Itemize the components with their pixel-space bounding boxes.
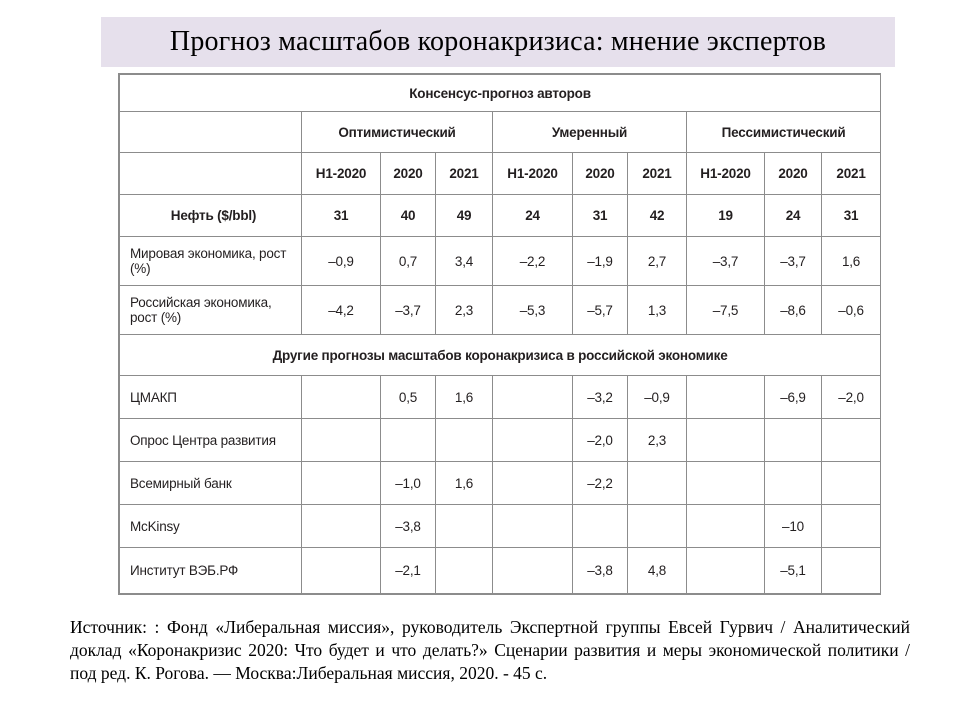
table-cell	[436, 548, 493, 594]
row-label: Институт ВЭБ.РФ	[120, 548, 302, 594]
table-cell: 24	[493, 195, 573, 237]
table-cell: 1,6	[436, 462, 493, 505]
table-cell: –2,1	[381, 548, 436, 594]
scenario-moderate: Умеренный	[493, 112, 687, 153]
period-header-row	[120, 153, 881, 195]
empty-corner-cell	[120, 153, 302, 195]
table-cell	[381, 419, 436, 462]
table-cell: 0,5	[381, 376, 436, 419]
table-cell	[687, 548, 765, 594]
table-cell	[302, 548, 381, 594]
table-cell: 31	[573, 195, 628, 237]
table-cell: –1,0	[381, 462, 436, 505]
table-row-oil	[120, 195, 881, 237]
table-cell: 2,3	[436, 286, 493, 335]
table-cell	[436, 419, 493, 462]
table-cell	[302, 376, 381, 419]
period-header: 2020	[381, 153, 436, 195]
table-cell	[436, 505, 493, 548]
period-header: 2021	[822, 153, 881, 195]
table-cell: –3,7	[687, 237, 765, 286]
table-cell	[302, 462, 381, 505]
table-cell	[493, 505, 573, 548]
table-cell: –2,2	[493, 237, 573, 286]
row-label: Мировая экономика, рост (%)	[120, 237, 302, 286]
table-cell: –2,2	[573, 462, 628, 505]
table-cell: –2,0	[822, 376, 881, 419]
table-cell: –7,5	[687, 286, 765, 335]
table-cell: –2,0	[573, 419, 628, 462]
table-row-org	[120, 548, 881, 594]
table-row-russian-economy	[120, 286, 881, 335]
table-cell	[493, 419, 573, 462]
table-cell: –5,3	[493, 286, 573, 335]
table-cell: –3,7	[765, 237, 822, 286]
table-cell: 0,7	[381, 237, 436, 286]
table-cell	[822, 462, 881, 505]
table-row-org	[120, 505, 881, 548]
table-cell: 3,4	[436, 237, 493, 286]
table-cell	[822, 548, 881, 594]
table-cell	[687, 462, 765, 505]
table-cell: –3,8	[381, 505, 436, 548]
table-cell	[493, 462, 573, 505]
period-header: 2021	[628, 153, 687, 195]
table-cell	[302, 419, 381, 462]
table-cell: –0,9	[302, 237, 381, 286]
table-cell: –6,9	[765, 376, 822, 419]
table-cell	[687, 376, 765, 419]
table-cell: 1,6	[822, 237, 881, 286]
table-cell	[302, 505, 381, 548]
row-label: McKinsy	[120, 505, 302, 548]
period-header: H1-2020	[687, 153, 765, 195]
table-cell	[493, 376, 573, 419]
table-cell	[822, 419, 881, 462]
table-cell: 42	[628, 195, 687, 237]
source-citation: Источник: : Фонд «Либеральная миссия», руководитель Экспертной группы Евсей Гурвич / Аналитический доклад «Коронакризис 2020: Что будет и что делать?» Сценарии развития и меры экономической политики / под ред. К. Рогова. — Москва:Либеральная миссия, 2020. - 45 с.	[70, 617, 910, 683]
table-cell: –0,9	[628, 376, 687, 419]
table-cell: 31	[302, 195, 381, 237]
table-cell	[628, 505, 687, 548]
period-header: H1-2020	[493, 153, 573, 195]
table-cell	[765, 462, 822, 505]
table-cell	[628, 462, 687, 505]
row-label: ЦМАКП	[120, 376, 302, 419]
period-header: 2020	[573, 153, 628, 195]
empty-corner-cell	[120, 112, 302, 153]
other-forecasts-header: Другие прогнозы масштабов коронакризиса в российской экономике	[120, 335, 881, 376]
table-cell	[493, 548, 573, 594]
row-label: Нефть ($/bbl)	[120, 195, 302, 237]
slide-title: Прогноз масштабов коронакризиса: мнение экспертов	[101, 17, 895, 67]
scenario-pessimistic: Пессимистический	[687, 112, 881, 153]
table-row-world-economy	[120, 237, 881, 286]
forecast-table-frame	[118, 73, 881, 595]
table-row-org	[120, 419, 881, 462]
table-row-org	[120, 376, 881, 419]
table-cell	[822, 505, 881, 548]
table-cell: –8,6	[765, 286, 822, 335]
scenario-optimistic: Оптимистический	[302, 112, 493, 153]
period-header: H1-2020	[302, 153, 381, 195]
table-cell: –1,9	[573, 237, 628, 286]
table-cell: 24	[765, 195, 822, 237]
table-cell	[687, 419, 765, 462]
table-cell: 49	[436, 195, 493, 237]
table-cell: 2,3	[628, 419, 687, 462]
table-cell	[573, 505, 628, 548]
forecast-table	[119, 74, 881, 594]
table-cell: 4,8	[628, 548, 687, 594]
row-label: Опрос Центра развития	[120, 419, 302, 462]
row-label: Российская экономика, рост (%)	[120, 286, 302, 335]
table-cell: 2,7	[628, 237, 687, 286]
table-cell: –3,7	[381, 286, 436, 335]
table-cell: 19	[687, 195, 765, 237]
table-cell	[765, 419, 822, 462]
table-cell: –4,2	[302, 286, 381, 335]
table-cell: 31	[822, 195, 881, 237]
table-cell: –3,8	[573, 548, 628, 594]
table-cell: –5,7	[573, 286, 628, 335]
table-cell: 1,6	[436, 376, 493, 419]
table-cell: 40	[381, 195, 436, 237]
table-cell: –10	[765, 505, 822, 548]
table-cell	[687, 505, 765, 548]
table-cell: –5,1	[765, 548, 822, 594]
period-header: 2020	[765, 153, 822, 195]
period-header: 2021	[436, 153, 493, 195]
table-cell: –3,2	[573, 376, 628, 419]
table-cell: –0,6	[822, 286, 881, 335]
table-row-org	[120, 462, 881, 505]
row-label: Всемирный банк	[120, 462, 302, 505]
consensus-header: Консенсус-прогноз авторов	[120, 75, 881, 112]
table-cell: 1,3	[628, 286, 687, 335]
